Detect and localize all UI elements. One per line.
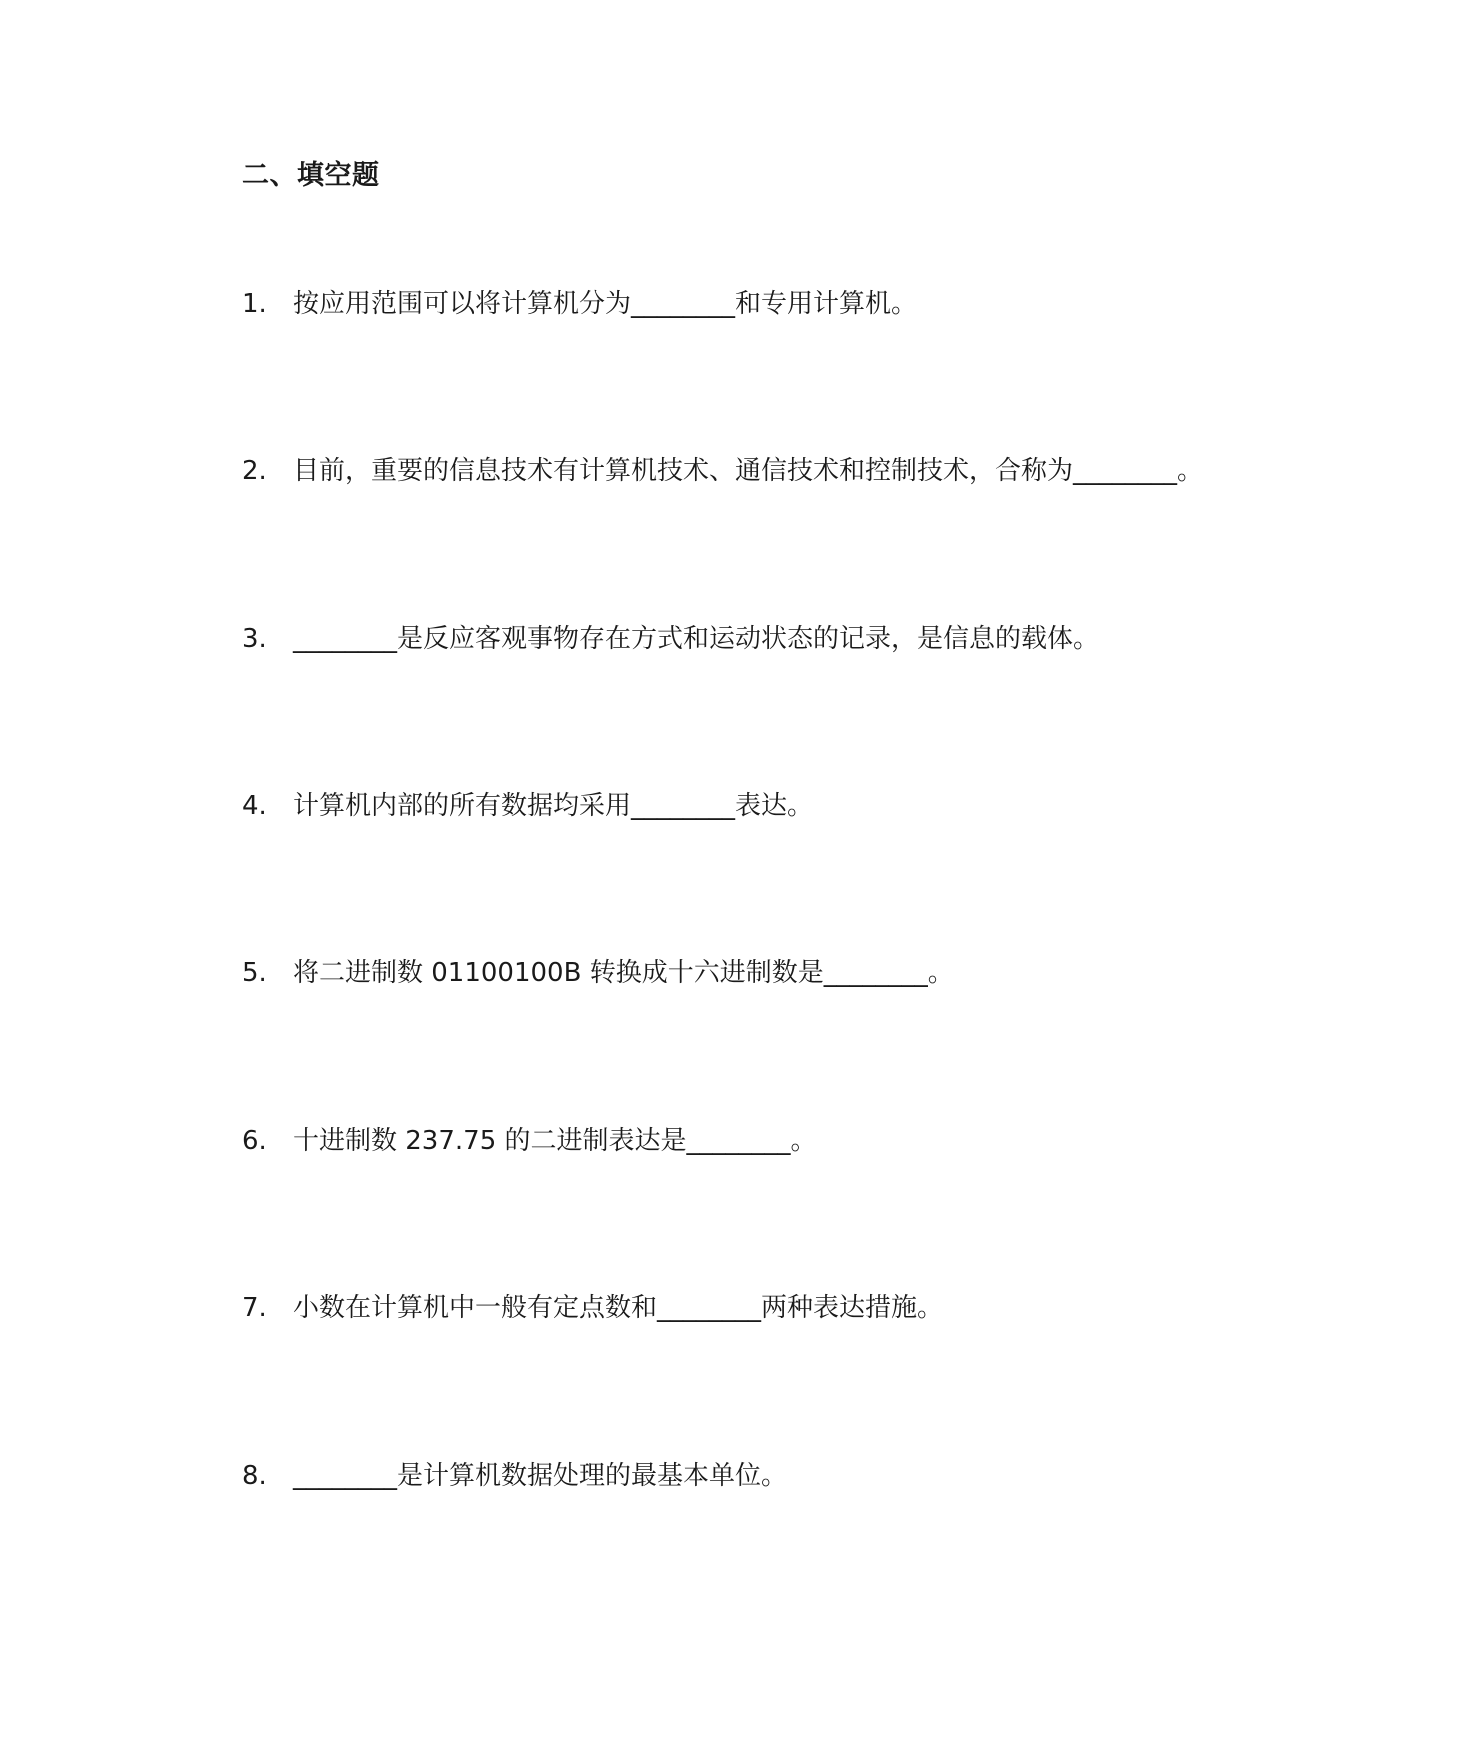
question-text: 将二进制数 01100100B 转换成十六进制数是________。 xyxy=(293,958,954,988)
question-item xyxy=(242,286,917,322)
question-number: 2. xyxy=(242,456,267,486)
question-item xyxy=(242,1458,787,1494)
question-text: ________是反应客观事物存在方式和运动状态的记录，是信息的载体。 xyxy=(293,624,1100,654)
question-number: 8. xyxy=(242,1461,267,1491)
section-title: 二、填空题 xyxy=(242,160,380,191)
question-item xyxy=(242,1123,817,1159)
question-number: 6. xyxy=(242,1126,267,1156)
question-text: 目前，重要的信息技术有计算机技术、通信技术和控制技术，合称为________。 xyxy=(293,456,1204,486)
question-text: 十进制数 237.75 的二进制表达是________。 xyxy=(293,1126,817,1156)
question-text: 小数在计算机中一般有定点数和________两种表达措施。 xyxy=(293,1293,944,1323)
question-item xyxy=(242,955,954,991)
question-number: 5. xyxy=(242,958,267,988)
question-item xyxy=(242,453,1203,489)
question-text: 按应用范围可以将计算机分为________和专用计算机。 xyxy=(293,289,918,319)
question-number: 1. xyxy=(242,289,267,319)
question-item xyxy=(242,1290,943,1326)
question-text: 计算机内部的所有数据均采用________表达。 xyxy=(293,791,814,821)
question-item xyxy=(242,621,1099,657)
question-text: ________是计算机数据处理的最基本单位。 xyxy=(293,1461,788,1491)
question-number: 7. xyxy=(242,1293,267,1323)
question-number: 3. xyxy=(242,624,267,654)
question-number: 4. xyxy=(242,791,267,821)
question-item xyxy=(242,788,813,824)
